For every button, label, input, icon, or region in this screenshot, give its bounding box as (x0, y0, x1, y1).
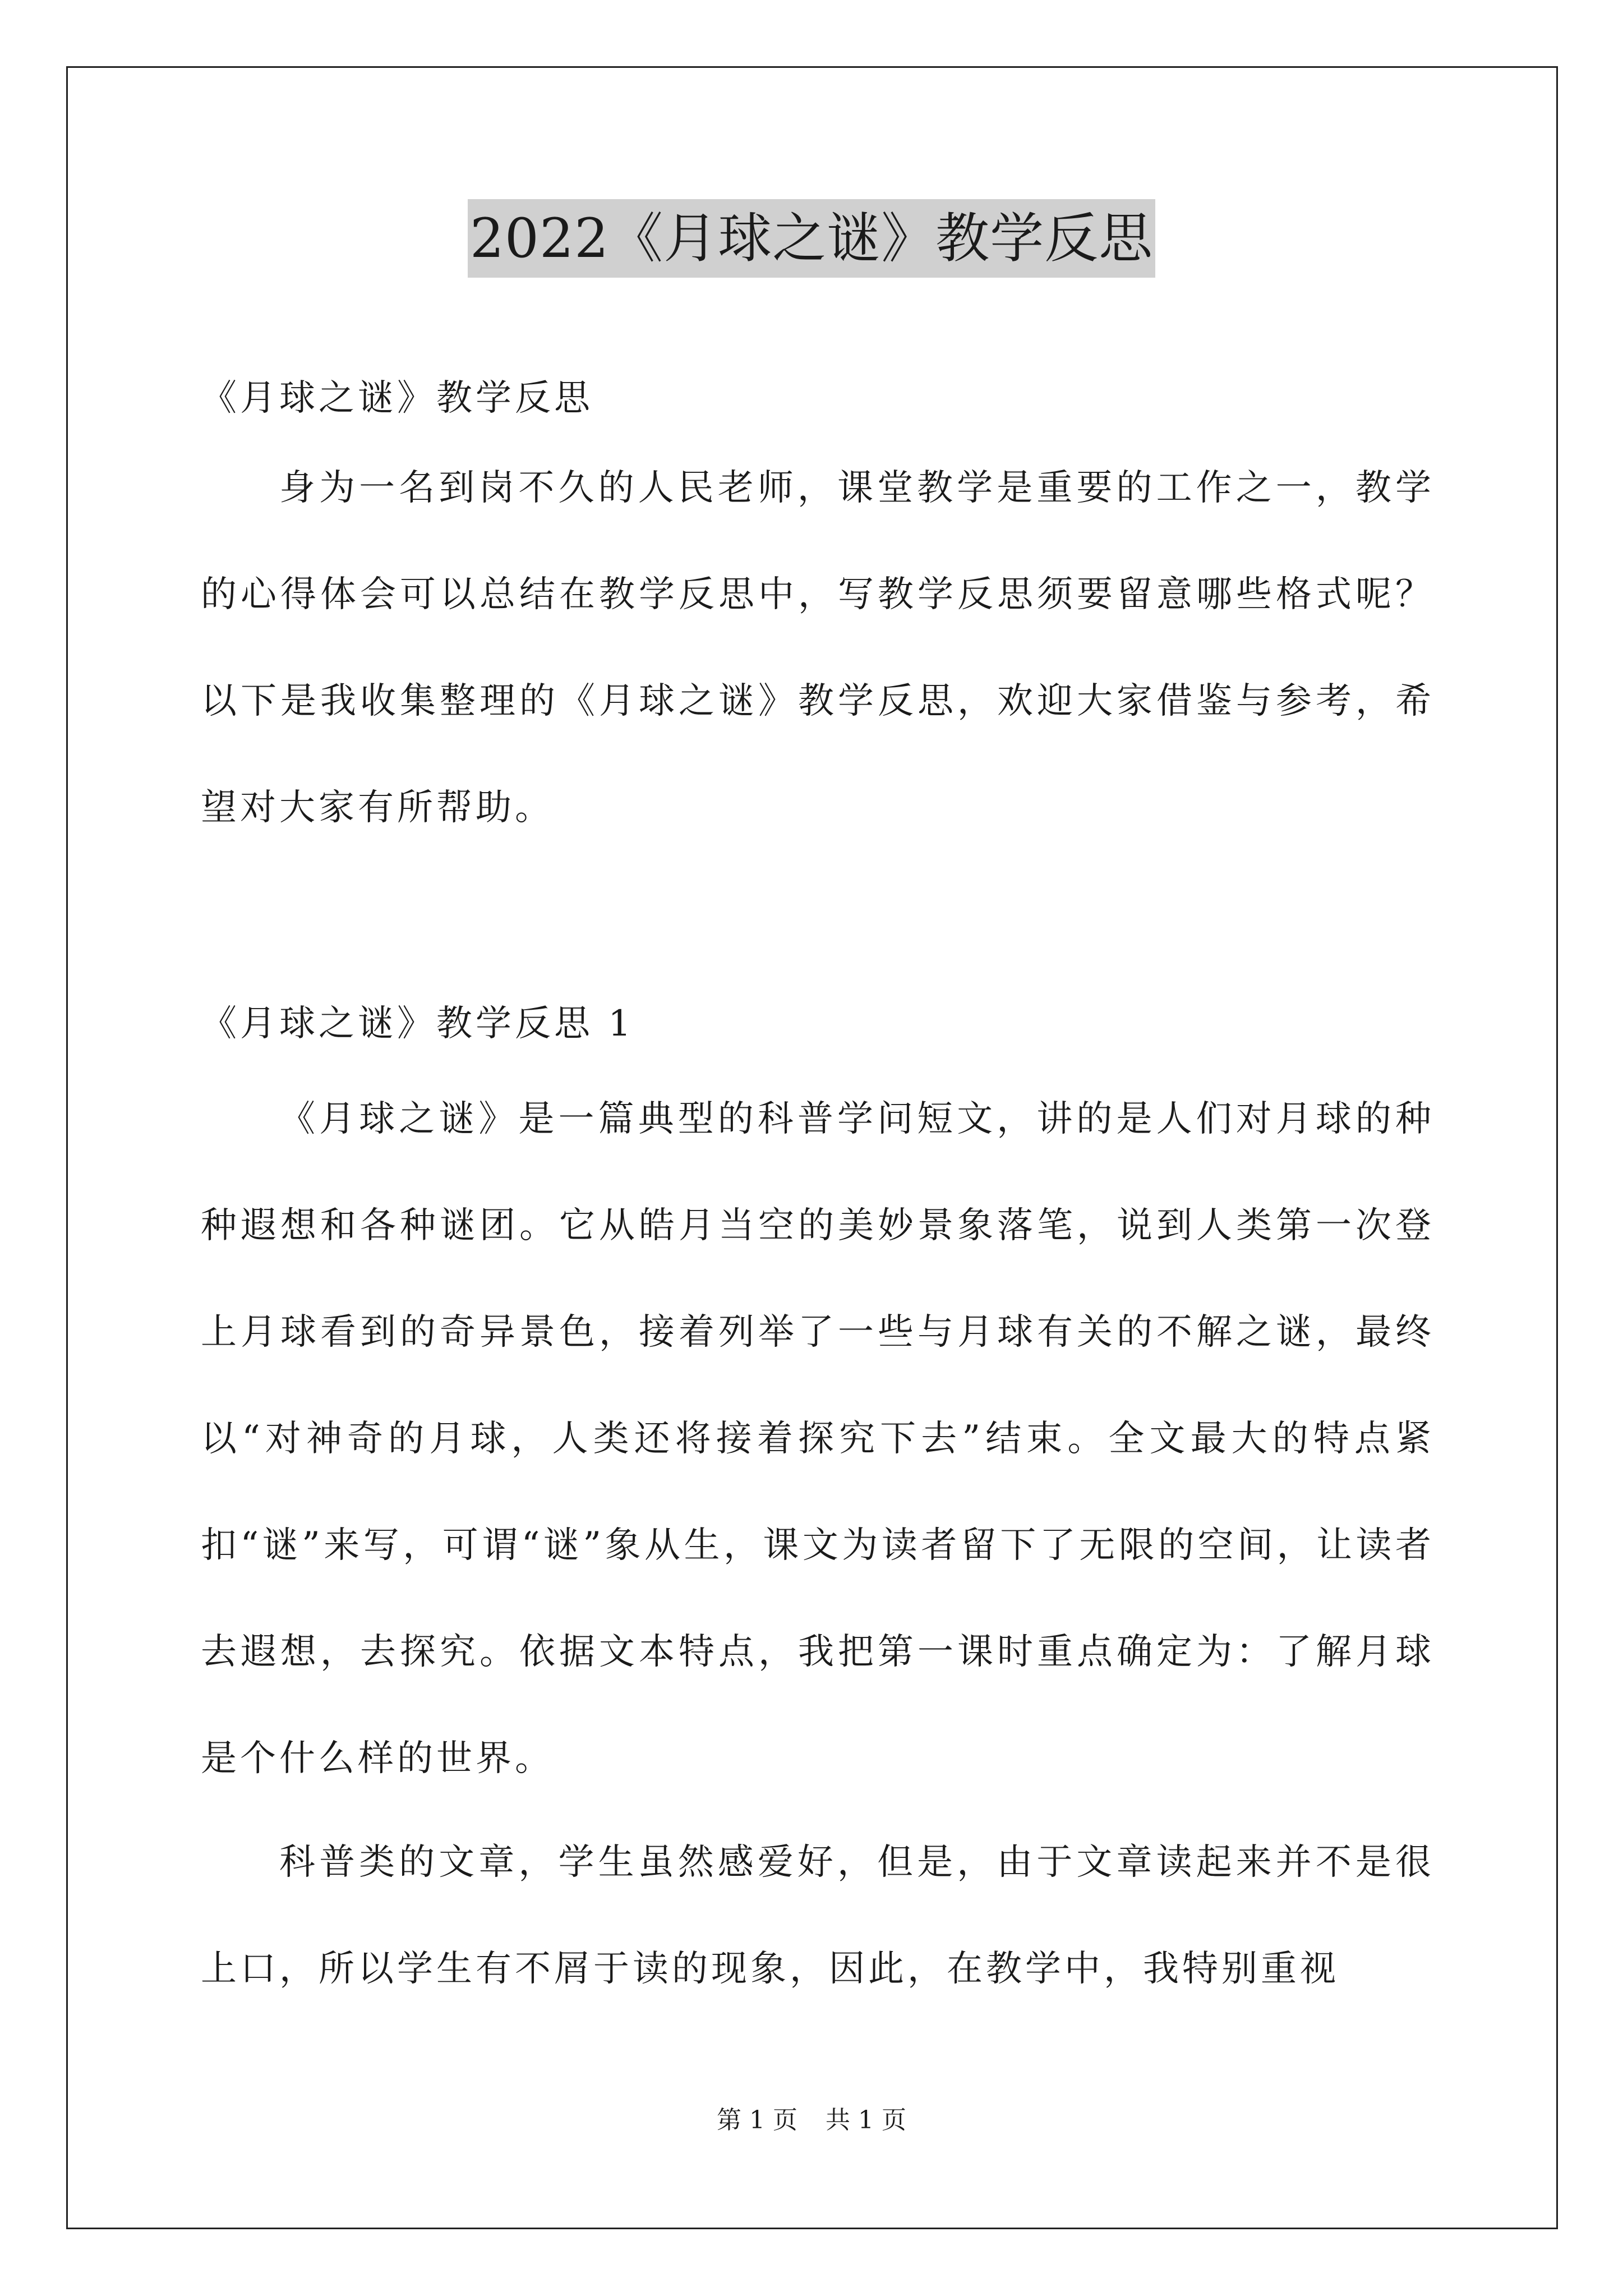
document-title: 2022《月球之谜》教学反思 (468, 199, 1155, 278)
section-paragraph-1: 《月球之谜》是一篇典型的科普学问短文，讲的是人们对月球的种种遐想和各种谜团。它从皓月当空的美妙景象落笔，说到人类第一次登上月球看到的奇异景色，接着列举了一些与月球有关的不解之谜，最终以“对神奇的月球，人类还将接着探究下去”结束。全文最大的特点紧扣“谜”来写，可谓“谜”象从生，课文为读者留下了无限的空间，让读者去遐想，去探究。依据文本特点，我把第一课时重点确定为：了解月球是个什么样的世界。 (201, 1098, 1435, 1779)
section-paragraph-2: 科普类的文章，学生虽然感爱好，但是，由于文章读起来并不是很上口，所以学生有不屑于读的现象，因此，在教学中，我特别重视 (201, 1842, 1435, 1990)
page-total: 共 1 页 (826, 2106, 906, 2134)
page-number: 第 1 页 (717, 2106, 797, 2134)
page-footer (0, 2104, 1623, 2137)
title-container (0, 199, 1623, 278)
intro-paragraph: 身为一名到岗不久的人民老师，课堂教学是重要的工作之一，教学的心得体会可以总结在教学反思中，写教学反思须要留意哪些格式呢？以下是我收集整理的《月球之谜》教学反思，欢迎大家借鉴与参考，希望对大家有所帮助。 (201, 467, 1435, 829)
document-subtitle: 《月球之谜》教学反思 (201, 378, 593, 419)
section-heading: 《月球之谜》教学反思 1 (201, 1003, 635, 1045)
